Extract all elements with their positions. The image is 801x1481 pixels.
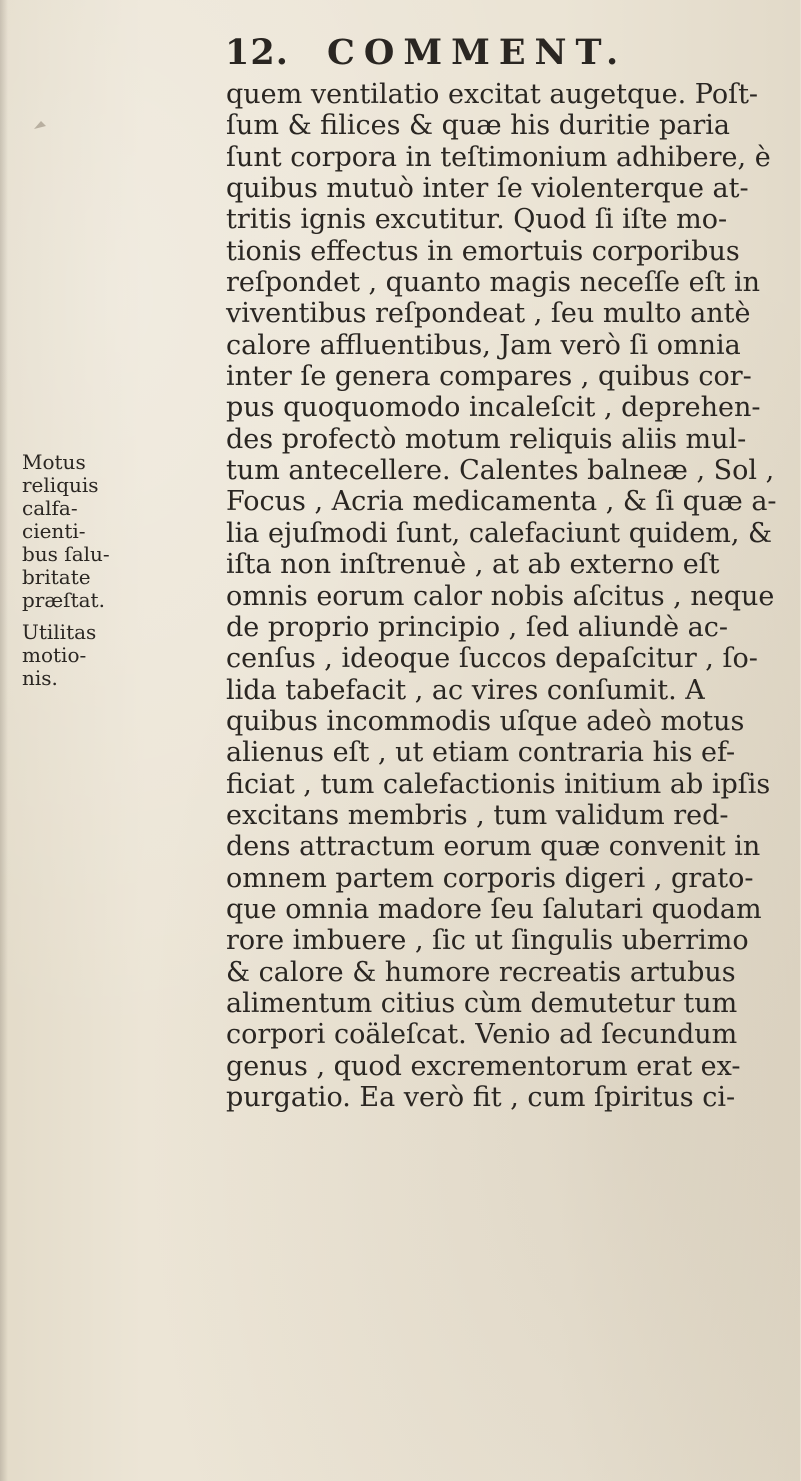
running-title: COMMENT. (327, 32, 628, 73)
text-line: calore affluentibus, Jam verò ſi omnia (226, 329, 741, 361)
page-number: 12. (225, 32, 289, 73)
text-line: ſum & filices & quæ his duritie paria (226, 110, 730, 142)
margin-note-line: cienti- (22, 519, 86, 543)
margin-note-line: motio- (22, 643, 87, 667)
margin-note-line: britate (22, 565, 91, 589)
text-line: rore imbuere , ſic ut ſingulis uberrimo (226, 925, 749, 957)
text-line: & calore & humore recreatis artubus (226, 956, 736, 988)
text-line: tritis ignis excutitur. Quod ſi iſte mo- (226, 204, 728, 236)
margin-note-line: Motus (22, 450, 86, 474)
text-line: lida tabefacit , ac vires conſumit. A (226, 674, 705, 706)
text-line: alimentum citius cùm demutetur tum (226, 987, 738, 1019)
text-line: corpori coäleſcat. Venio ad ſecundum (226, 1019, 738, 1051)
text-line: que omnia madore ſeu ſalutari quodam (226, 893, 762, 925)
text-line: quem ventilatio excitat augetque. Poſt- (226, 79, 759, 110)
text-line: ficiat , tum calefactionis initium ab ipſis (226, 768, 771, 800)
text-line: omnis eorum calor nobis aſcitus , neque (226, 580, 775, 612)
text-line: inter ſe genera compares , quibus cor- (226, 361, 752, 393)
margin-note-utilitas (22, 621, 217, 781)
text-line: quibus incommodis uſque adeò motus (226, 705, 745, 737)
paper-blemish-mark (33, 120, 47, 130)
text-line: omnem partem corporis digeri , grato- (226, 862, 754, 894)
text-line: tionis effectus in emortuis corporibus (226, 235, 740, 267)
text-line: reſpondet , quanto magis neceſſe eſt in (226, 267, 761, 299)
text-line: alienus eſt , ut etiam contraria his ef- (226, 737, 736, 769)
text-line: excitans membris , tum validum red- (226, 799, 729, 831)
margin-note-line: Utilitas (22, 620, 97, 644)
text-line: ſunt corpora in teſtimonium adhibere, è (226, 141, 771, 173)
text-line: lia ejuſmodi ſunt, calefaciunt quidem, & (226, 517, 773, 549)
margin-note-motus (22, 451, 217, 611)
text-line: quibus mutuò inter ſe violenterque at- (226, 173, 749, 205)
text-line: pus quoquomodo incaleſcit , deprehen- (226, 392, 761, 424)
text-line: iſta non inſtrenuè , at ab externo eſt (226, 549, 720, 581)
text-line: des profectò motum reliquis aliis mul- (226, 423, 747, 455)
text-line: dens attractum eorum quæ convenit in (226, 831, 761, 863)
margin-note-line: nis. (22, 666, 58, 690)
text-line: cenſus , ideoque ſuccos depaſcitur , ſo- (226, 643, 758, 675)
margin-note-line: reliquis (22, 473, 99, 497)
text-line: purgatio. Ea verò fit , cum ſpiritus ci- (226, 1082, 736, 1113)
text-line: genus , quod excrementorum erat ex- (226, 1050, 741, 1082)
main-text-block (226, 79, 801, 1113)
text-line: Focus , Acria medicamenta , & ſi quæ a- (226, 486, 777, 518)
margin-note-line: calfa- (22, 496, 78, 520)
text-line: viventibus reſpondeat , ſeu multo antè (226, 298, 751, 330)
text-line: de proprio principio , ſed aliundè ac- (226, 611, 729, 643)
page-edge-shadow (0, 0, 8, 1481)
margin-note-line: bus ſalu- (22, 542, 110, 566)
text-line: tum antecellere. Calentes balneæ , Sol , (226, 455, 775, 487)
margin-note-line: præſtat. (22, 588, 105, 612)
